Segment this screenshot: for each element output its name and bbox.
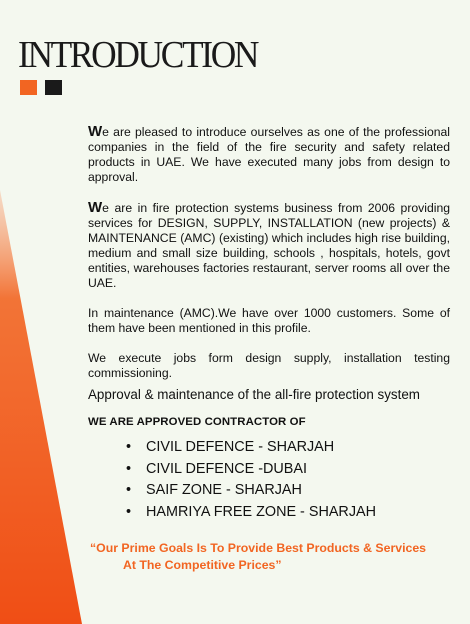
drop-letter: W [88,199,103,216]
list-item-label: CIVIL DEFENCE - SHARJAH [146,439,335,455]
intro-content [88,124,450,523]
list-item-label: SAIF ZONE - SHARJAH [146,482,302,499]
prime-goals-slogan [90,540,462,574]
orange-square-accent [20,80,37,95]
approved-contractor-heading: WE ARE APPROVED CONTRACTOR OF [88,416,306,428]
list-item [126,437,450,459]
bullet-icon: • [126,503,132,520]
slogan-line-2: At The Competitive Prices” [123,558,282,572]
list-item [126,502,450,524]
bullet-icon: • [126,460,132,477]
approval-line: Approval & maintenance of the all-fire protection system [88,387,420,402]
maintenance-paragraph: In maintenance (AMC).We have over 1000 customers. Some of them have been mentioned in this profile. [88,306,450,335]
execution-paragraph: We execute jobs form design supply, installation testing commissioning. [88,351,450,380]
black-square-accent [45,80,62,95]
list-item [126,459,450,481]
approved-contractor-list [88,437,450,523]
slogan-line-1: “Our Prime Goals Is To Provide Best Products & Services [90,541,427,555]
list-item-label: HAMRIYA FREE ZONE - SHARJAH [146,503,377,520]
drop-letter: W [88,123,103,140]
intro-paragraph-1 [88,124,450,185]
bullet-icon: • [126,482,132,499]
list-item [126,480,450,502]
intro-paragraph-2 [88,200,450,291]
bullet-icon: • [126,439,132,455]
paragraph-text: e are pleased to introduce ourselves as one of the professional companies in the field of the fire security and safety related products in UAE. We have executed many jobs from design to approval. [88,125,450,184]
page-title: INTRODUCTION [18,34,258,76]
paragraph-text: e are in fire protection systems business from 2006 providing services for DESIGN, SUPPLY, INSTALLATION (new projects) & MAINTENANCE (AMC) (existing) which includes high rise building, medium and small size building, schools , hospitals, hotels, govt entities, warehouses factories restaurant, server rooms all over the UAE. [88,201,450,290]
list-item-label: CIVIL DEFENCE -DUBAI [146,460,307,477]
